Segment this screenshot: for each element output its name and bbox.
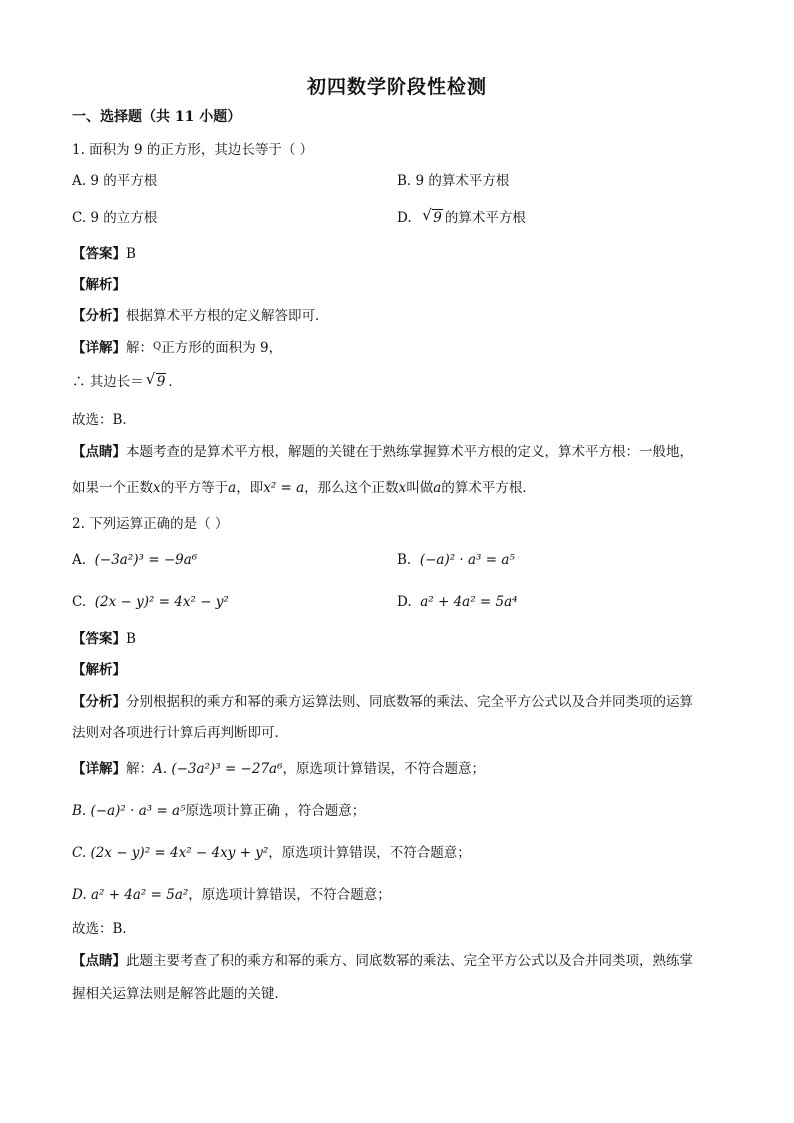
q1-detail2-prefix: ∴ 其边长＝ [72,374,144,390]
q1-option-d-text: 的算术平方根 [444,210,526,226]
math-expression: (−3a²)³ = −9a⁶ [94,552,198,568]
option-label: A. [153,761,168,777]
q2-option-c [72,593,229,611]
q2-fenxi-line2: 法则对各项进行计算后再判断即可． [72,725,288,741]
q1-note-part: 如果一个正数 [72,480,153,496]
option-label: B. [72,803,87,819]
q1-answer-value: B [126,246,136,262]
detail-label: 【详解】 [72,761,126,777]
q1-detail-line1 [72,338,282,357]
detail-text: 原选项计算正确 ，符合题意； [185,803,366,819]
detail-text: ，原选项计算错误，不符合题意； [282,761,485,777]
q1-fenxi-text: 根据算术平方根的定义解答即可． [126,308,329,324]
math-expression: a² + 4a² = 5a⁴ [420,594,518,610]
q1-note-part: 的平方等于 [160,480,229,496]
note-label: 【点睛】 [72,953,126,969]
q2-detail-c [72,844,471,862]
q1-note-line1 [72,443,693,461]
math-x: x [398,480,407,496]
q1-detail-text: 正方形的面积为 9， [161,340,283,356]
q1-detail2-suffix: ． [168,374,182,390]
q1-option-b: B. 9 的算术平方根 [397,173,510,189]
note-label: 【点睛】 [72,444,126,460]
option-label: C. [72,594,87,610]
option-label: B. [397,552,412,568]
page-title: 初四数学阶段性检测 [306,76,487,98]
q1-option-a: A. 9 的平方根 [72,173,158,189]
fenxi-label: 【分析】 [72,694,126,710]
math-expression: (−3a²)³ = −27a⁶ [171,761,283,777]
q1-note-part: ，那么这个正数 [304,480,399,496]
q2-choose: 故选：B． [72,921,136,937]
q1-option-d-label: D. [397,210,412,226]
q2-option-b [397,551,515,569]
option-label: D. [72,887,87,903]
q1-detail-prefix: 解： [126,340,153,356]
q1-fenxi [72,307,329,325]
q2-fenxi-line1 [72,693,693,711]
detail-label: 【详解】 [72,340,126,356]
q2-analysis-label: 【解析】 [72,662,126,678]
q1-stem: 1. 面积为 9 的正方形，其边长等于（ ） [72,142,314,158]
q2-option-d [397,593,518,611]
math-x: x [153,480,161,496]
detail-text: ，原选项计算错误，不符合题意； [268,845,471,861]
detail-text: ，原选项计算错误，不符合题意； [188,887,391,903]
answer-label: 【答案】 [72,246,126,262]
math-equation: x² = a [263,480,305,496]
because-symbol: Q [153,341,162,352]
q2-fenxi-text1: 分别根据积的乘方和幂的乘方运算法则、同底数幂的乘法、完全平方公式以及合并同类项的运算 [126,694,693,710]
fenxi-label: 【分析】 [72,308,126,324]
q2-answer-value: B [126,631,136,647]
q1-note-line2 [72,479,536,497]
q1-choose: 故选：B． [72,412,136,428]
math-a: a [433,480,442,496]
q2-detail-d [72,886,391,904]
q1-option-c: C. 9 的立方根 [72,210,158,226]
q1-detail2-radicand: 9 [156,374,166,390]
q2-detail-a [72,760,485,778]
q2-stem: 2. 下列运算正确的是（ ） [72,516,229,532]
option-label: D. [397,594,412,610]
detail-prefix: 解： [126,761,153,777]
q1-detail-line2 [72,370,182,391]
option-label: C. [72,845,87,861]
answer-label: 【答案】 [72,631,126,647]
q1-note-part: ，即 [236,480,264,496]
q2-note-line2: 握相关运算法则是解答此题的关键． [72,986,288,1002]
q2-note-line1 [72,952,693,970]
q1-note-text1: 本题考查的是算术平方根，解题的关键在于熟练掌握算术平方根的定义，算术平方根：一般地， [126,444,693,460]
math-a: a [228,480,237,496]
q1-note-part: 的算术平方根． [441,480,536,496]
q1-option-d [397,206,526,227]
q2-detail-b [72,802,365,820]
section-heading: 一、选择题（共 11 小题） [72,109,242,125]
math-expression: a² + 4a² = 5a² [90,887,189,903]
math-expression: (−a)² · a³ = a⁵ [419,552,515,568]
math-expression: (2x − y)² = 4x² − 4xy + y² [90,845,269,861]
q1-note-part: 叫做 [406,480,434,496]
math-expression: (2x − y)² = 4x² − y² [94,594,229,610]
option-label: A. [72,552,87,568]
q1-answer [72,245,136,263]
q1-analysis-label: 【解析】 [72,277,126,293]
q1-option-d-radicand: 9 [433,210,442,226]
sqrt-symbol: √ 9 [422,206,442,226]
math-expression: (−a)² · a³ = a⁵ [90,803,186,819]
sqrt-symbol: √ 9 [145,370,166,390]
q2-answer [72,630,136,648]
q2-note-text1: 此题主要考查了积的乘方和幂的乘方、同底数幂的乘法、完全平方公式以及合并同类项，熟练掌 [126,953,693,969]
q2-option-a [72,551,197,569]
